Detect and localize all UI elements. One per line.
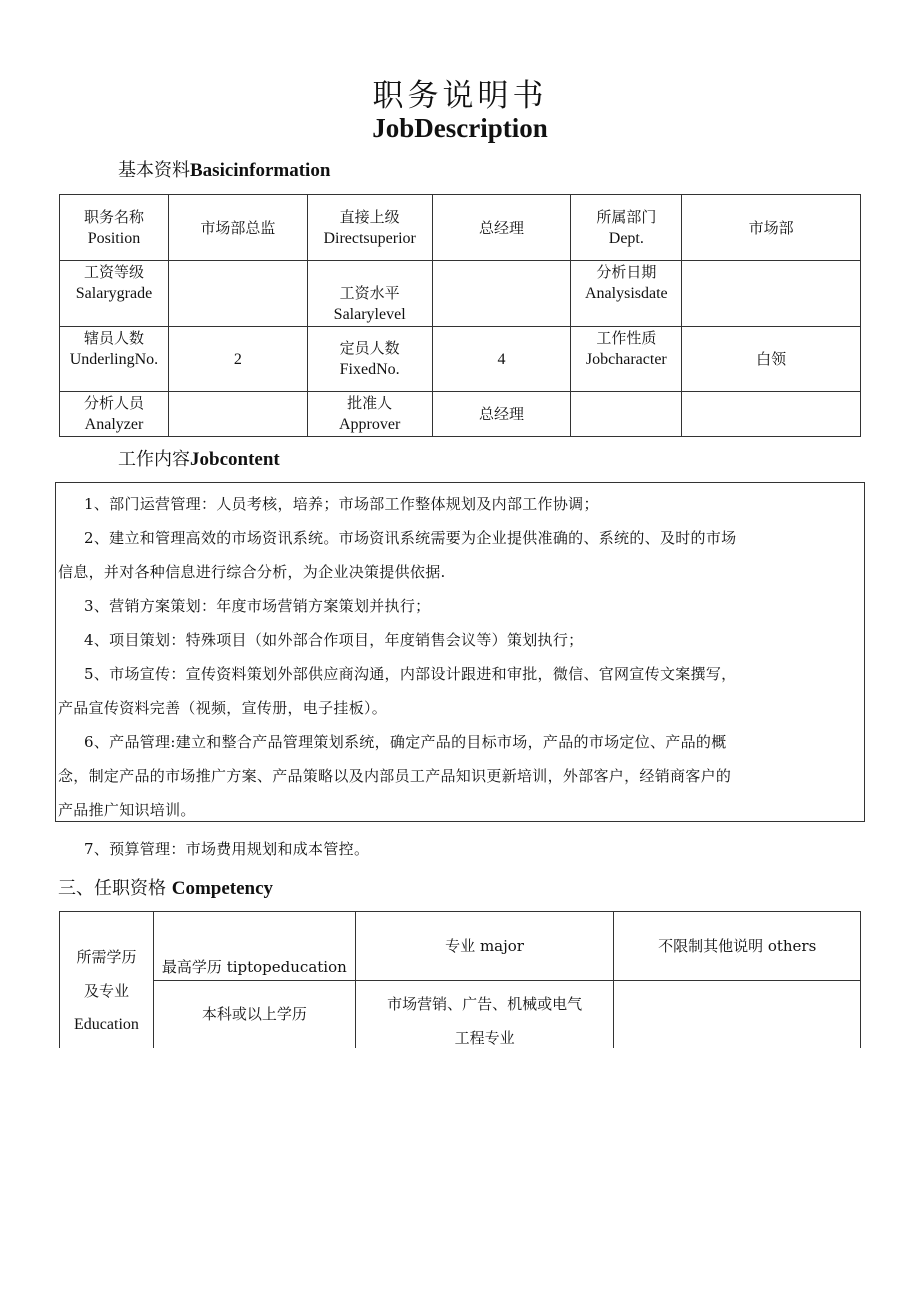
- jobchar-value: 白领: [682, 327, 861, 392]
- analysisdate-label: 分析日期 Analysisdate: [571, 261, 682, 327]
- jobchar-label: 工作性质 Jobcharacter: [571, 327, 682, 392]
- salarylevel-value: [432, 261, 571, 327]
- basic-info-table: [59, 194, 861, 437]
- approver-label: 批准人 Approver: [307, 392, 432, 437]
- salarygrade-label: 工资等级 Salarygrade: [60, 261, 169, 327]
- salarygrade-value: [168, 261, 307, 327]
- tiptop-education-header: 最高学历 tiptopeducation: [153, 912, 355, 981]
- content-line: 6、产品管理:建立和整合产品管理策划系统，确定产品的目标市场，产品的市场定位、产品的概: [84, 733, 727, 751]
- content-line-7: 7、预算管理：市场费用规划和成本管控。: [84, 840, 370, 858]
- empty-cell: [682, 392, 861, 437]
- underling-value: 2: [168, 327, 307, 392]
- dept-value: 市场部: [682, 195, 861, 261]
- page-subtitle: JobDescription: [372, 113, 548, 143]
- analyzer-value: [168, 392, 307, 437]
- competency-heading-en: Competency: [171, 878, 274, 899]
- content-line: 信息，并对各种信息进行综合分析，为企业决策提供依据.: [58, 563, 446, 581]
- approver-value: 总经理: [432, 392, 571, 437]
- empty-cell: [571, 392, 682, 437]
- competency-heading: [58, 874, 273, 900]
- superior-value: 总经理: [432, 195, 571, 261]
- position-value: 市场部总监: [168, 195, 307, 261]
- others-value: [614, 981, 861, 1049]
- content-line: 1、部门运营管理：人员考核，培养；市场部工作整体规划及内部工作协调；: [84, 495, 599, 513]
- competency-table: [59, 911, 861, 1048]
- content-line: 5、市场宣传：宣传资料策划外部供应商沟通，内部设计跟进和审批，微信、官网宣传文案撰写，: [84, 665, 737, 683]
- analysisdate-value: [682, 261, 861, 327]
- fixed-label: 定员人数 FixedNo.: [307, 327, 432, 392]
- major-value: 市场营销、广告、机械或电气 工程专业: [355, 981, 614, 1049]
- superior-label: 直接上级 Directsuperior: [307, 195, 432, 261]
- major-header: 专业 major: [355, 912, 614, 981]
- content-line: 4、项目策划：特殊项目（如外部合作项目，年度销售会议等）策划执行；: [84, 631, 584, 649]
- salarylevel-label: 工资水平 Salarylevel: [307, 261, 432, 327]
- content-line: 念，制定产品的市场推广方案、产品策略以及内部员工产品知识更新培训，外部客户，经销商客户的: [58, 767, 732, 785]
- education-value: 本科或以上学历: [153, 981, 355, 1049]
- content-line: 3、营销方案策划：年度市场营销方案策划并执行；: [84, 597, 431, 615]
- dept-label: 所属部门 Dept.: [571, 195, 682, 261]
- competency-heading-cn: 三、任职资格: [58, 878, 166, 899]
- fixed-value: 4: [432, 327, 571, 392]
- education-label: 所需学历 及专业 Education: [60, 912, 154, 1049]
- job-content-heading: [118, 445, 280, 471]
- basic-info-heading: [118, 156, 330, 182]
- others-header: 不限制其他说明 others: [614, 912, 861, 981]
- content-heading-en: Jobcontent: [190, 449, 280, 470]
- position-label: 职务名称 Position: [60, 195, 169, 261]
- basic-heading-cn: 基本资料: [118, 160, 190, 181]
- content-line: 产品推广知识培训。: [58, 801, 196, 819]
- content-line: 产品宣传资料完善（视频，宣传册，电子挂板）。: [58, 699, 388, 717]
- competency-clip: [59, 911, 861, 1048]
- basic-heading-en: Basicinformation: [190, 160, 331, 181]
- content-line: 2、建立和管理高效的市场资讯系统。市场资讯系统需要为企业提供准确的、系统的、及时的市场: [84, 529, 737, 547]
- page-title: 职务说明书: [372, 78, 548, 114]
- analyzer-label: 分析人员 Analyzer: [60, 392, 169, 437]
- underling-label: 辖员人数 UnderlingNo.: [60, 327, 169, 392]
- content-heading-cn: 工作内容: [118, 449, 190, 470]
